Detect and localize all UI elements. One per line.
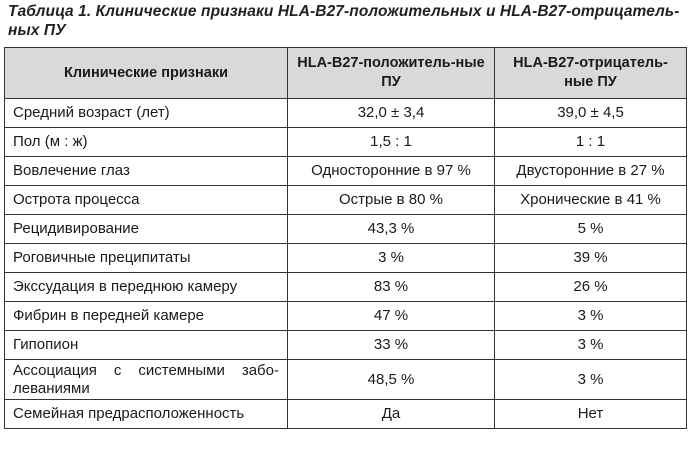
feature-cell: Фибрин в передней камере (5, 302, 288, 331)
positive-cell: Острые в 80 % (288, 186, 495, 215)
header-hla-b27-negative: HLA-B27-отрицатель-ные ПУ (495, 48, 687, 99)
positive-cell: Односторонние в 97 % (288, 157, 495, 186)
negative-cell: 1 : 1 (495, 128, 687, 157)
table-row (5, 157, 687, 186)
positive-cell: 3 % (288, 244, 495, 273)
positive-cell: 43,3 % (288, 215, 495, 244)
feature-cell: Экссудация в переднюю камеру (5, 273, 288, 302)
positive-cell: 33 % (288, 331, 495, 360)
table-caption: Таблица 1. Клинические признаки HLA-B27-положительных и HLA-B27-отрицатель-ных ПУ (8, 3, 680, 39)
table-row (5, 400, 687, 429)
negative-cell: Нет (495, 400, 687, 429)
positive-cell: 47 % (288, 302, 495, 331)
feature-cell: Роговичные преципитаты (5, 244, 288, 273)
table-row (5, 186, 687, 215)
feature-cell: Ассоциация с системными забо-леваниями (5, 360, 288, 400)
feature-cell: Рецидивирование (5, 215, 288, 244)
feature-cell: Острота процесса (5, 186, 288, 215)
table-header-row (5, 48, 687, 99)
positive-cell: 48,5 % (288, 360, 495, 400)
table-row (5, 273, 687, 302)
feature-cell: Вовлечение глаз (5, 157, 288, 186)
negative-cell: Хронические в 41 % (495, 186, 687, 215)
negative-cell: 26 % (495, 273, 687, 302)
header-hla-b27-positive: HLA-B27-положитель-ные ПУ (288, 48, 495, 99)
table-row (5, 244, 687, 273)
table-row (5, 99, 687, 128)
table-row (5, 331, 687, 360)
feature-cell: Семейная предрасположенность (5, 400, 288, 429)
feature-cell: Гипопион (5, 331, 288, 360)
table-row (5, 360, 687, 400)
table-row (5, 215, 687, 244)
negative-cell: 3 % (495, 331, 687, 360)
negative-cell: 39 % (495, 244, 687, 273)
clinical-features-table (4, 47, 687, 429)
header-clinical-features: Клинические признаки (5, 48, 288, 99)
negative-cell: 39,0 ± 4,5 (495, 99, 687, 128)
table-row (5, 128, 687, 157)
positive-cell: Да (288, 400, 495, 429)
positive-cell: 32,0 ± 3,4 (288, 99, 495, 128)
feature-cell: Пол (м : ж) (5, 128, 288, 157)
negative-cell: 5 % (495, 215, 687, 244)
positive-cell: 1,5 : 1 (288, 128, 495, 157)
negative-cell: 3 % (495, 302, 687, 331)
negative-cell: Двусторонние в 27 % (495, 157, 687, 186)
negative-cell: 3 % (495, 360, 687, 400)
feature-cell: Средний возраст (лет) (5, 99, 288, 128)
table-row (5, 302, 687, 331)
positive-cell: 83 % (288, 273, 495, 302)
